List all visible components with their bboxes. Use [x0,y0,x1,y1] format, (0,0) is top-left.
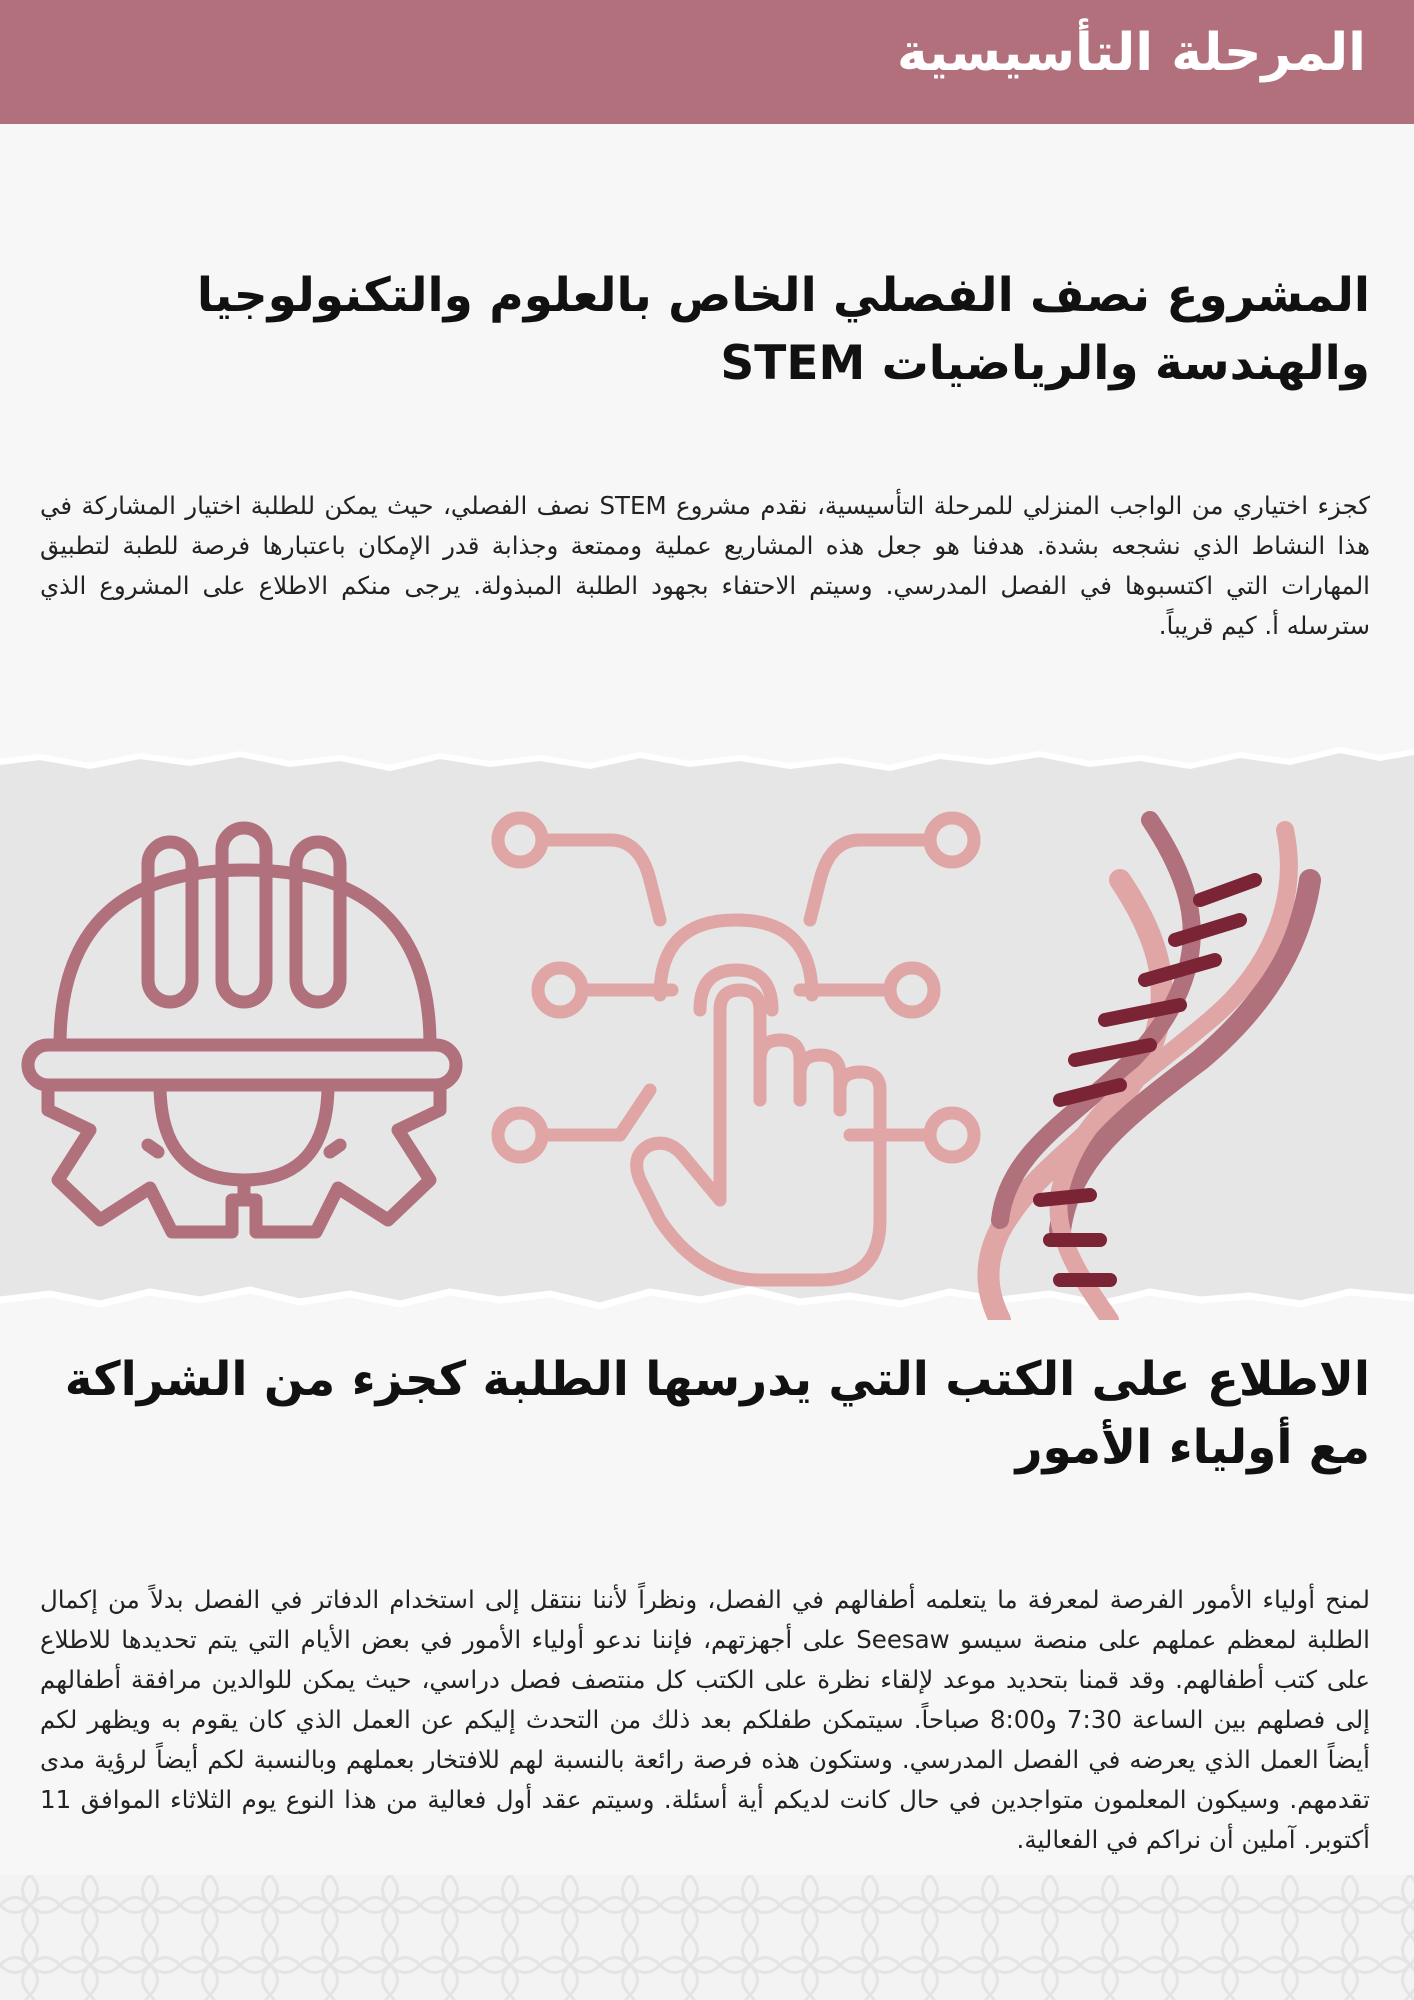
section-heading-books: الاطلاع على الكتب التي يدرسها الطلبة كجزء من الشراكة مع أولياء الأمور [64,1352,1370,1475]
section-heading-stem: المشروع نصف الفصلي الخاص بالعلوم والتكنولوجيا والهندسة والرياضيات STEM [196,268,1370,391]
torn-edge-top [0,700,1414,790]
header-banner [0,0,1414,124]
page-title: المرحلة التأسيسية [896,23,1366,83]
hard-hat-gear-icon [28,828,456,1232]
section-body-books: لمنح أولياء الأمور الفرصة لمعرفة ما يتعلمه أطفالهم في الفصل، ونظراً لأننا ننتقل إلى استخدام الدفاتر في الفصل بدلاً من إكمال الطلبة لمعظم عملهم على منصة سيسو Seesaw على أجهزتهم، فإننا ندعو أولياء الأمور في بعض الأيام التي يتم تحديدها للاطلاع على كتب أطفالهم. وقد قمنا بتحديد موعد لإلقاء نظرة على الكتب كل منتصف فصل دراسي، حيث يمكن للوالدين مرافقة أطفالهم إلى فصلهم بين الساعة 7:30 و8:00 صباحاً. سيتمكن طفلكم بعد ذلك من التحدث إليكم عن العمل الذي كان يقوم به ويظهر لكم أيضاً العمل الذي يعرضه في الفصل المدرسي. وستكون هذه فرصة رائعة بالنسبة لهم للافتخار بعملهم وبالنسبة لكم أيضاً لرؤية مدى تقدمهم. وسيكون المعلمون متواجدين في حال كانت لديكم أية أسئلة. وسيتم عقد أول فعالية من هذا النوع يوم الثلاثاء الموافق 11 أكتوبر. آملين أن نراكم في الفعالية. [40,1585,1370,1854]
paper-panel-top [0,124,1414,744]
touch-technology-icon [498,818,974,1280]
dna-helix-icon [988,820,1310,1320]
decorative-pattern [0,1875,1414,2000]
illustrations [0,800,1414,1320]
section-body-stem: كجزء اختياري من الواجب المنزلي للمرحلة التأسيسية، نقدم مشروع STEM نصف الفصلي، حيث يمكن للطلبة اختيار المشاركة في هذا النشاط الذي نشجعه بشدة. هدفنا هو جعل هذه المشاريع عملية وممتعة وجذابة قدر الإمكان باعتبارها فرصة للطبة لتطبيق المهارات التي اكتسبوها في الفصل المدرسي. وسيتم الاحتفاء بجهود الطلبة المبذولة. يرجى منكم الاطلاع على المشروع الذي سترسله أ. كيم قريباً. [40,491,1370,640]
